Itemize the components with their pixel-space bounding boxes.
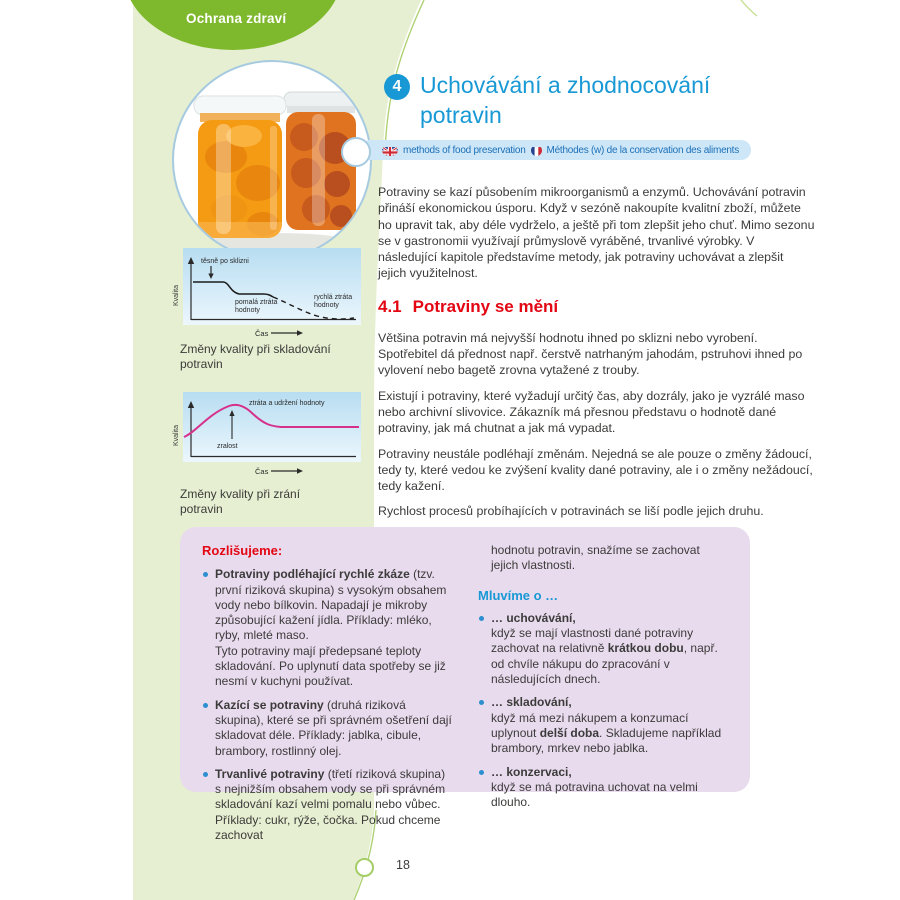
info-box <box>180 527 750 843</box>
fig2-x-axis-label: Čas <box>255 467 269 476</box>
fig1-annotation-slow-1: pomalá ztráta <box>235 299 278 306</box>
translation-fr: Méthodes (w) de la conservation des aliments <box>546 144 739 156</box>
body-paragraph: Existují i potraviny, které vyžadují určitý čas, aby dozrály, jako je vyzrálé maso nebo archivní slivovice. Zákazník má přesnou představu o hodnotě dané potraviny, jak má chutnat a jak má vypadat. <box>378 388 805 436</box>
fig1-annotation-slow-2: hodnoty <box>235 307 260 314</box>
fig2-y-axis-label: Kvalita <box>173 424 180 446</box>
page-number: 18 <box>396 858 410 872</box>
footer-circle-decoration <box>355 858 374 877</box>
jars-illustration <box>174 62 370 258</box>
info-box-right-heading: Mluvíme o … <box>478 587 559 603</box>
chapter-title-line1: Uchovávání a zhodnocování <box>420 72 711 98</box>
list-item: … skladování, když má mezi nákupem a konzumací uplynout delší doba. Skladujeme například brambory, mrkev nebo jablka. <box>478 695 730 756</box>
pill-start-circle <box>341 137 371 167</box>
fig2-annotation-ripe: zralost <box>217 443 238 450</box>
uk-flag-icon <box>382 145 398 156</box>
list-item: … konzervaci, když se má potravina uchovat na velmi dlouho. <box>478 765 730 811</box>
fig1-annotation-harvest: těsně po sklizni <box>201 258 249 265</box>
fig1-annotation-fast-2: hodnoty <box>314 302 339 309</box>
figure-ripening-chart <box>171 392 361 478</box>
body-paragraph: Rychlost procesů probíhajících v potravinách se liší podle jejich druhu. <box>378 504 764 519</box>
info-box-right-column <box>478 543 730 810</box>
body-paragraph: Potraviny neustále podléhají změnám. Nejedná se ale pouze o změny žádoucí, tedy ty, které vedou ke zvýšení kvality dané potraviny, ale i o změny nežádoucí, tedy kažení. <box>378 446 813 494</box>
chapter-title <box>420 70 840 130</box>
main-text-column <box>378 184 815 529</box>
info-box-left-column <box>202 543 454 843</box>
section-heading <box>378 297 815 317</box>
fig1-x-axis-label: Čas <box>255 329 269 338</box>
chapter-title-line2: potravin <box>420 102 502 128</box>
chapter-tab-label: Ochrana zdraví <box>186 11 287 26</box>
intro-paragraph: Potraviny se kazí působením mikroorganismů a enzymů. Uchovávání potravin přináší ekonomickou úsporu. Když v sezóně nakoupíte kvalitní zboží, můžete ho upravit tak, aby déle vydrželo, a ještě při tom zlepšit jeho chuť. Mimo sezonu se v gastronomii využívají průmyslově vyráběné, trvanlivé výrobky. V následující kapitole představíme metody, jak potraviny uchovávat a zlepšit jejich využitelnost. <box>378 185 815 281</box>
section-number: 4.1 <box>378 296 402 316</box>
list-item: Potraviny podléhající rychlé zkáze (tzv. první riziková skupina) s vysokým obsahem vody nebo bílkovin. Napadají je mikroby způsobující kažení jídla. Příklady: mléko, ryby, mleté maso. Tyto potraviny mají předepsané teploty skladování. Po uplynutí data spotřeby se již nesmí v kuchyni používat. <box>202 567 454 689</box>
translation-en: methods of food preservation <box>403 144 526 156</box>
body-paragraph: Většina potravin má nejvyšší hodnotu ihned po sklizni nebo vyrobení. Spotřebitel dá přednost např. čerstvě natrhaným jahodám, pstruhovi ihned po vylovení nebo bagetě zrovna vytažené z trouby. <box>378 330 803 378</box>
figure-storage-chart <box>171 248 361 340</box>
info-box-left-heading: Rozlišujeme: <box>202 543 283 558</box>
figure-ripening-caption: Změny kvality při zrání potravin <box>180 487 301 516</box>
jars-photo <box>172 60 372 260</box>
translation-bar <box>360 140 751 160</box>
list-item: Trvanlivé potraviny (třetí riziková skupina) s nejnižším obsahem vody se při správném skladování kazí velmi pomalu nebo vůbec. Příklady: cukr, rýže, čočka. Pokud chceme zachovat <box>202 767 454 843</box>
section-title: Potraviny se mění <box>412 296 559 316</box>
continuation-text: hodnotu potravin, snažíme se zachovat jejich vlastnosti. <box>491 543 700 573</box>
fig1-y-axis-label: Kvalita <box>173 284 180 306</box>
france-flag-icon <box>531 145 542 156</box>
fig1-annotation-fast-1: rychlá ztráta <box>314 294 353 301</box>
list-item: … uchovávání, když se mají vlastnosti dané potraviny zachovat na relativně krátkou dobu, např. od chvíle nákupu do zpracování v následujících dnech. <box>478 611 730 687</box>
list-item: Kazící se potraviny (druhá riziková skupina), které se při správném ošetření dají skladovat déle. Příklady: jablka, cibule, brambory, rostlinný olej. <box>202 698 454 759</box>
fig2-annotation-keep: ztráta a udržení hodnoty <box>249 400 325 407</box>
figure-storage-caption: Změny kvality při skladování potravin <box>180 342 331 371</box>
chapter-number-badge: 4 <box>384 74 410 100</box>
